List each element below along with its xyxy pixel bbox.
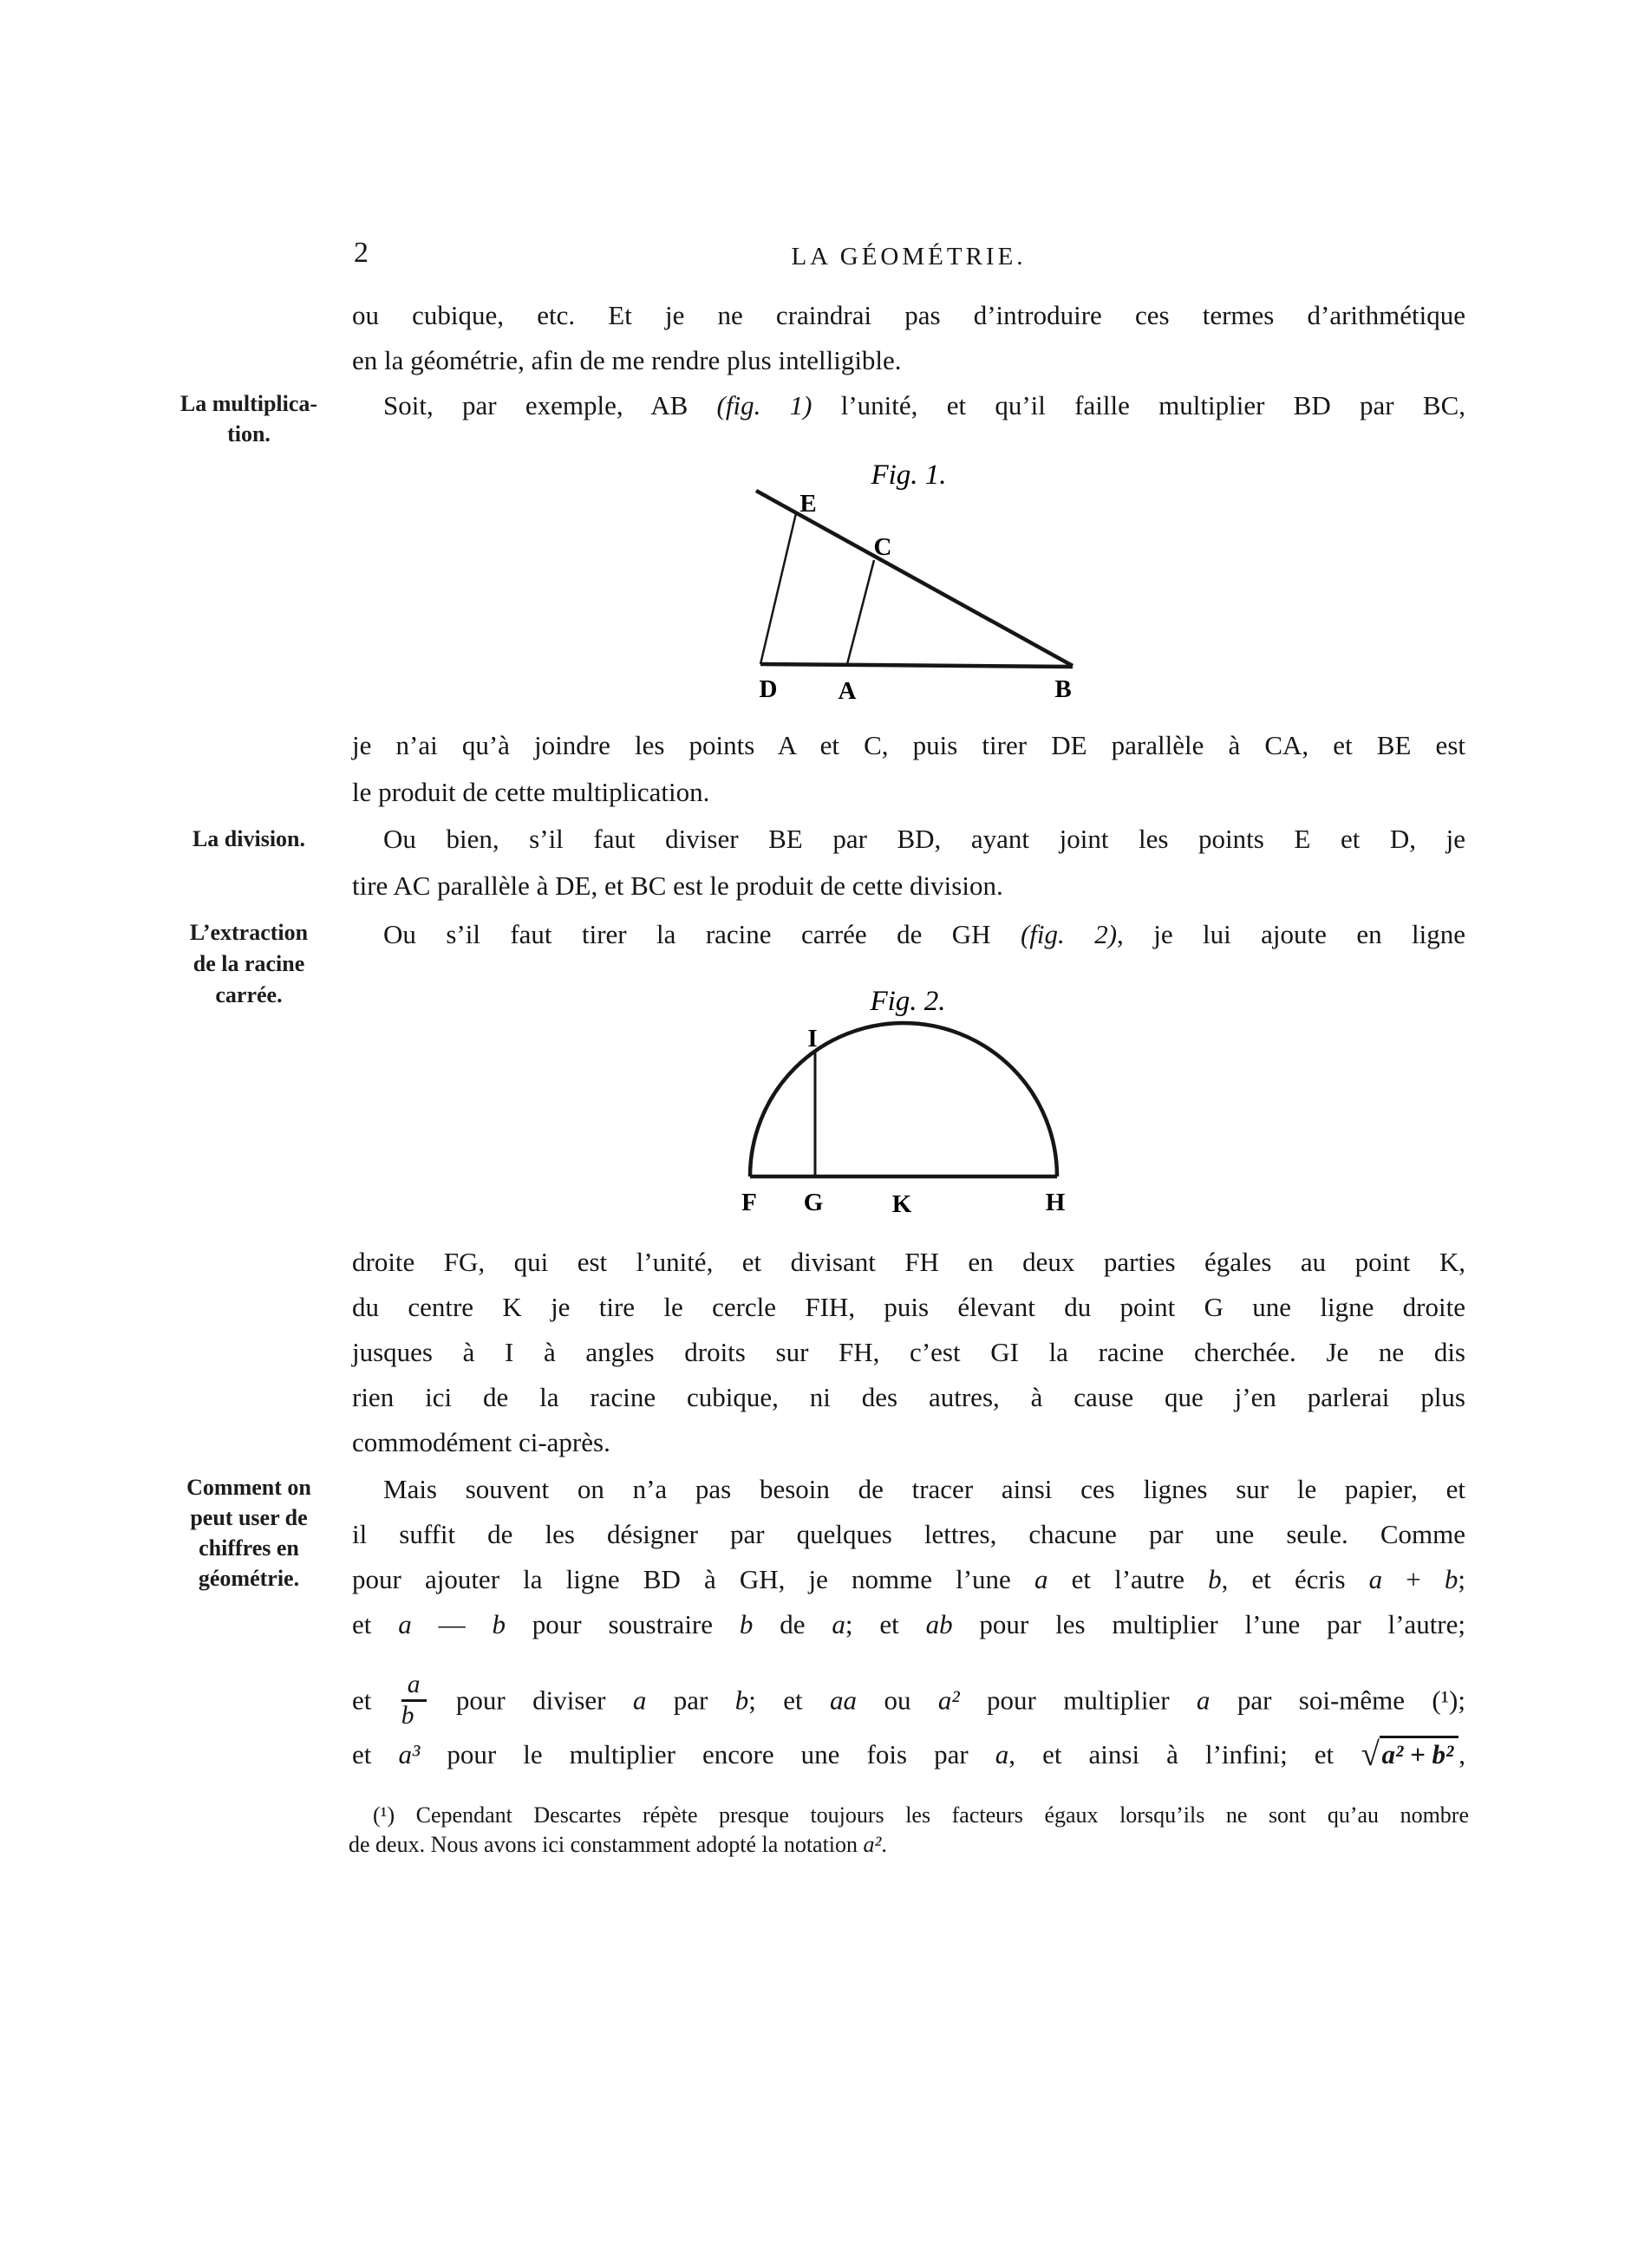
fig1-caption: Fig. 1.	[871, 459, 947, 491]
body-line: Ou bien, s’il faut diviser BE par BD, ayant joint les points E et D, je	[383, 824, 1465, 854]
page-number: 2	[354, 237, 369, 269]
fig1-line-DB	[760, 664, 1073, 667]
fig2-point-F: F	[741, 1189, 757, 1216]
fig1-point-C: C	[873, 533, 892, 561]
body-line: le produit de cette multiplication.	[352, 777, 710, 807]
body-line: commodément ci-après.	[352, 1427, 610, 1457]
margin-note-extraction-line3: carrée.	[215, 982, 283, 1007]
margin-note-extraction-line2: de la racine	[193, 951, 305, 976]
figure-2-square-root	[728, 975, 1093, 1227]
margin-note-division: La division.	[192, 826, 306, 851]
fig2-caption: Fig. 2.	[870, 986, 946, 1017]
body-line: du centre K je tire le cercle FIH, puis élevant du point G une ligne droite	[352, 1292, 1465, 1322]
fig1-line-CA	[847, 560, 874, 664]
footnote-line: de deux. Nous avons ici constamment adopté la notation a².	[349, 1832, 887, 1857]
body-line: ou cubique, etc. Et je ne craindrai pas d’introduire ces termes d’arithmétique	[352, 300, 1465, 330]
fig1-point-D: D	[759, 675, 778, 703]
fig2-point-K: K	[891, 1190, 912, 1218]
body-line: je n’ai qu’à joindre les points A et C, puis tirer DE parallèle à CA, et BE est	[352, 730, 1465, 760]
body-line: pour ajouter la ligne BD à GH, je nomme l’une a et l’autre b, et écris a + b;	[352, 1564, 1466, 1594]
body-line-with-fraction: et $\frac{a}{b}$ pour diviser a par b; et aa ou a² pour multiplier a par soi-même (¹);	[352, 1671, 1465, 1730]
fig2-point-G: G	[803, 1189, 824, 1216]
body-line: Soit, par exemple, AB (fig. 1) l’unité, et qu’il faille multiplier BD par BC,	[383, 390, 1466, 420]
body-line: en la géométrie, afin de me rendre plus intelligible.	[352, 345, 902, 375]
fig2-point-H: H	[1045, 1189, 1066, 1216]
body-line: il suffit de les désigner par quelques lettres, chacune par une seule. Comme	[352, 1519, 1465, 1549]
body-line: et a — b pour soustraire b de a; et ab pour les multiplier l’une par l’autre;	[352, 1609, 1466, 1639]
fig1-point-E: E	[799, 490, 817, 518]
figure-1-multiplication	[737, 449, 1101, 720]
margin-note-chiffres-line2: peut user de	[190, 1505, 308, 1530]
footnote-line: (¹) Cependant Descartes répète presque toujours les facteurs égaux lorsqu’ils ne sont qu’au nombre	[373, 1802, 1469, 1828]
fig1-line-ED	[760, 513, 796, 664]
margin-note-chiffres-line4: géométrie.	[198, 1566, 300, 1591]
margin-note-chiffres-line3: chiffres en	[199, 1535, 299, 1561]
body-line: Mais souvent on n’a pas besoin de tracer ainsi ces lignes sur le papier, et	[383, 1474, 1465, 1504]
body-line: Ou s’il faut tirer la racine carrée de GH (fig. 2), je lui ajoute en ligne	[383, 919, 1465, 949]
body-line: tire AC parallèle à DE, et BC est le produit de cette division.	[352, 870, 1003, 901]
fig1-point-A: A	[838, 677, 857, 705]
body-line: rien ici de la racine cubique, ni des autres, à cause que j’en parlerai plus	[352, 1382, 1465, 1412]
fig1-point-B: B	[1054, 675, 1072, 703]
margin-note-chiffres-line1: Comment on	[186, 1475, 311, 1500]
margin-note-multiplication-line2: tion.	[227, 421, 271, 446]
running-title: LA GÉOMÉTRIE.	[791, 243, 1027, 270]
margin-note-multiplication-line1: La multiplica-	[179, 391, 318, 416]
margin-note-extraction-line1: L’extraction	[189, 920, 309, 945]
body-line-with-radical: et a³ pour le multiplier encore une fois par a, et ainsi à l’infini; et √a² + b² ,	[352, 1736, 1466, 1773]
body-line: droite FG, qui est l’unité, et divisant FH en deux parties égales au point K,	[352, 1247, 1465, 1277]
fig2-semicircle-FIH	[750, 1023, 1057, 1176]
fig2-point-I: I	[807, 1025, 818, 1053]
body-line: jusques à I à angles droits sur FH, c’est GI la racine cherchée. Je ne dis	[352, 1337, 1465, 1367]
